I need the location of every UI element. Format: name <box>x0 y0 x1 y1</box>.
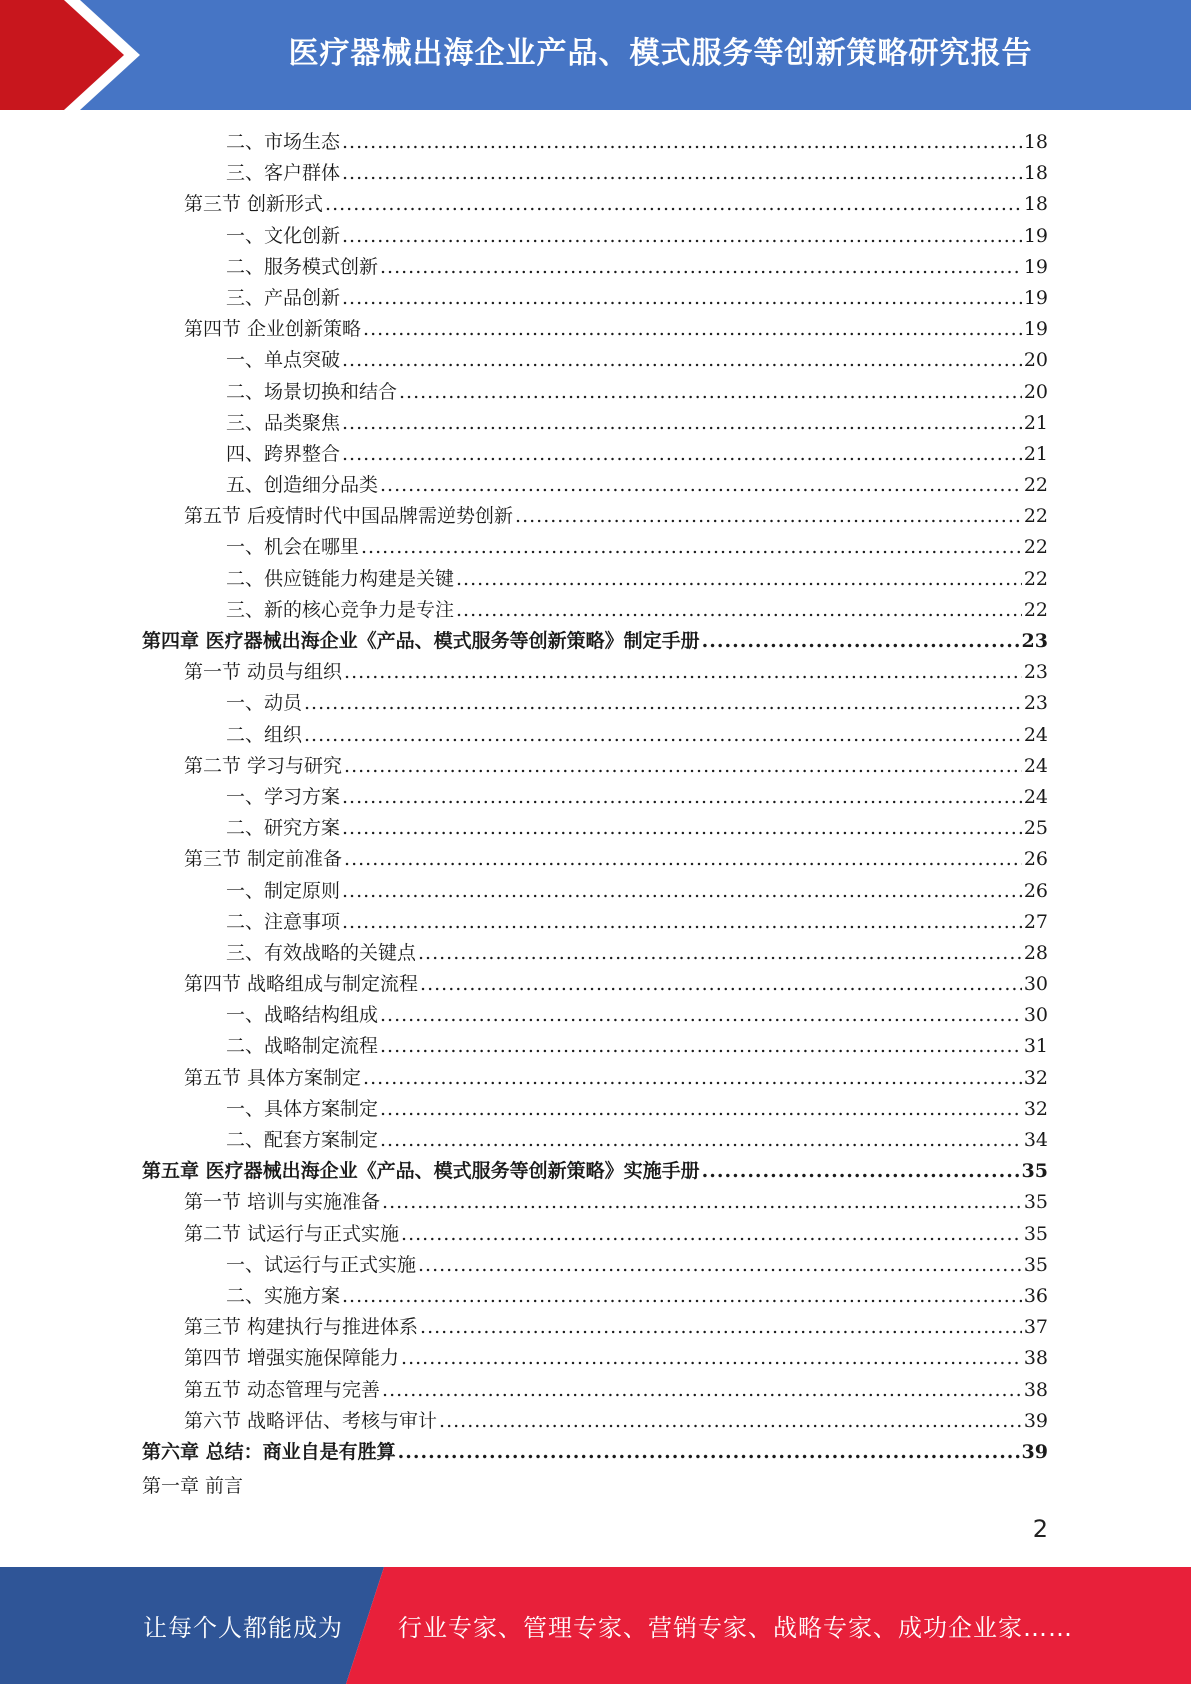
toc-entry-label: 二、组织 <box>226 723 303 746</box>
toc-entry[interactable] <box>142 1343 1048 1374</box>
toc-entry-label: 第四章 医疗器械出海企业《产品、模式服务等创新策略》制定手册 <box>142 630 700 652</box>
toc-leader-dots <box>304 720 1022 751</box>
toc-entry-page: 23 <box>1023 692 1048 715</box>
toc-leader-dots <box>304 688 1022 719</box>
toc-leader-dots <box>363 314 1022 345</box>
toc-entry-page: 22 <box>1023 567 1048 590</box>
toc-entry[interactable] <box>142 283 1048 314</box>
toc-entry[interactable] <box>142 127 1048 158</box>
toc-entry-page: 38 <box>1023 1378 1048 1401</box>
toc-entry-label: 一、单点突破 <box>226 349 341 372</box>
toc-entry-label: 二、市场生态 <box>226 131 341 153</box>
toc-entry-label: 第五节 具体方案制定 <box>184 1066 362 1089</box>
toc-entry[interactable] <box>142 969 1048 1000</box>
toc-leader-dots <box>420 1312 1022 1343</box>
toc-entry-page: 26 <box>1023 848 1048 871</box>
footer-slogan-right: 行业专家、管理专家、营销专家、战略专家、成功企业家…… <box>398 1614 1073 1642</box>
toc-entry[interactable] <box>142 720 1048 751</box>
toc-entry[interactable] <box>142 345 1048 376</box>
toc-leader-dots <box>342 1281 1022 1312</box>
toc-entry-label: 二、实施方案 <box>226 1284 341 1307</box>
toc-entry[interactable] <box>142 1156 1048 1187</box>
toc-entry[interactable] <box>142 751 1048 782</box>
toc-entry[interactable] <box>142 907 1048 938</box>
toc-entry-label: 第四节 战略组成与制定流程 <box>184 973 419 996</box>
toc-entry-label: 第三节 构建执行与推进体系 <box>184 1316 419 1339</box>
toc-leader-dots <box>342 283 1022 314</box>
toc-leader-dots <box>382 1375 1022 1406</box>
toc-entry-page: 20 <box>1023 349 1048 372</box>
toc-entry-page: 39 <box>1023 1409 1048 1432</box>
toc-entry-page: 30 <box>1023 1004 1048 1027</box>
toc-leader-dots <box>361 532 1022 563</box>
toc-entry-label: 二、研究方案 <box>226 817 341 840</box>
toc-entry[interactable] <box>142 314 1048 345</box>
toc-entry[interactable] <box>142 252 1048 283</box>
toc-entry-page: 35 <box>1023 1222 1048 1245</box>
table-of-contents <box>142 127 1048 1468</box>
toc-entry-label: 三、新的核心竞争力是专注 <box>226 598 455 621</box>
toc-leader-dots <box>398 1437 1020 1468</box>
toc-leader-dots <box>380 1031 1022 1062</box>
toc-leader-dots <box>420 969 1022 1000</box>
toc-entry[interactable] <box>142 564 1048 595</box>
toc-entry-page: 19 <box>1023 286 1048 309</box>
toc-entry[interactable] <box>142 189 1048 220</box>
toc-entry-page: 23 <box>1023 661 1048 684</box>
toc-leader-dots <box>342 876 1022 907</box>
toc-leader-dots <box>418 938 1022 969</box>
toc-entry[interactable] <box>142 439 1048 470</box>
toc-leader-dots <box>325 189 1022 220</box>
toc-entry-page: 22 <box>1023 474 1048 497</box>
toc-entry-label: 三、有效战略的关键点 <box>226 941 417 964</box>
toc-entry-label: 第一节 培训与实施准备 <box>184 1191 381 1214</box>
toc-leader-dots <box>380 470 1022 501</box>
toc-leader-dots <box>702 626 1020 657</box>
toc-entry-label: 一、机会在哪里 <box>226 536 360 559</box>
toc-leader-dots <box>401 1219 1022 1250</box>
toc-entry[interactable] <box>142 1187 1048 1218</box>
toc-entry-label: 一、具体方案制定 <box>226 1097 379 1120</box>
toc-entry-page: 39 <box>1021 1440 1048 1463</box>
toc-entry-label: 第六节 战略评估、考核与审计 <box>184 1409 438 1432</box>
toc-leader-dots <box>382 1187 1022 1218</box>
toc-entry-label: 一、试运行与正式实施 <box>226 1253 417 1276</box>
toc-entry[interactable] <box>142 626 1048 657</box>
toc-leader-dots <box>342 813 1022 844</box>
toc-entry-label: 三、品类聚焦 <box>226 411 341 434</box>
toc-entry-page: 21 <box>1023 442 1048 465</box>
toc-leader-dots <box>342 221 1022 252</box>
toc-leader-dots <box>342 345 1022 376</box>
toc-entry-label: 第二节 试运行与正式实施 <box>184 1222 400 1245</box>
toc-leader-dots <box>380 1000 1022 1031</box>
toc-entry-page: 34 <box>1023 1129 1048 1151</box>
toc-entry-label: 二、注意事项 <box>226 910 341 933</box>
toc-entry-label: 二、场景切换和结合 <box>226 380 398 403</box>
toc-entry-page: 37 <box>1023 1316 1048 1339</box>
toc-leader-dots <box>342 158 1022 189</box>
toc-entry-page: 24 <box>1023 785 1048 808</box>
toc-entry-page: 20 <box>1023 380 1048 403</box>
toc-entry[interactable] <box>142 938 1048 969</box>
toc-leader-dots <box>342 408 1022 439</box>
toc-leader-dots <box>401 1343 1022 1374</box>
toc-leader-dots <box>342 127 1022 158</box>
toc-leader-dots <box>342 907 1022 938</box>
toc-entry-page: 38 <box>1023 1347 1048 1370</box>
header-banner <box>0 0 1191 110</box>
toc-entry-label: 二、战略制定流程 <box>226 1035 379 1058</box>
toc-entry-label: 三、客户群体 <box>226 162 341 185</box>
toc-entry[interactable] <box>142 1031 1048 1062</box>
toc-entry[interactable] <box>142 1063 1048 1094</box>
toc-entry[interactable] <box>142 657 1048 688</box>
toc-entry-page: 35 <box>1021 1160 1048 1183</box>
toc-entry[interactable] <box>142 595 1048 626</box>
toc-entry-page: 35 <box>1023 1253 1048 1276</box>
toc-leader-dots <box>439 1406 1022 1437</box>
toc-entry[interactable] <box>142 532 1048 563</box>
toc-entry[interactable] <box>142 1406 1048 1437</box>
toc-entry[interactable] <box>142 1000 1048 1031</box>
toc-leader-dots <box>342 782 1022 813</box>
toc-entry[interactable] <box>142 782 1048 813</box>
toc-entry-label: 第六章 总结：商业自是有胜算 <box>142 1440 396 1463</box>
toc-entry-page: 24 <box>1023 754 1048 777</box>
toc-entry[interactable] <box>142 1437 1048 1468</box>
toc-entry-page: 25 <box>1023 817 1048 840</box>
toc-entry-page: 18 <box>1023 131 1048 153</box>
toc-entry[interactable] <box>142 1094 1048 1125</box>
toc-entry-label: 五、创造细分品类 <box>226 474 379 497</box>
toc-entry-label: 四、跨界整合 <box>226 442 341 465</box>
toc-entry-page: 22 <box>1023 598 1048 621</box>
toc-entry[interactable] <box>142 1312 1048 1343</box>
trailing-heading: 第一章 前言 <box>142 1475 244 1497</box>
toc-leader-dots <box>380 1094 1022 1125</box>
toc-entry-label: 第三节 创新形式 <box>184 193 324 216</box>
header-title: 医疗器械出海企业产品、模式服务等创新策略研究报告 <box>288 36 1033 71</box>
toc-entry-page: 18 <box>1023 162 1048 185</box>
toc-entry-page: 30 <box>1023 973 1048 996</box>
toc-entry[interactable] <box>142 1281 1048 1312</box>
toc-entry-label: 第五节 后疫情时代中国品牌需逆势创新 <box>184 505 514 528</box>
toc-entry[interactable] <box>142 1219 1048 1250</box>
toc-entry-label: 一、文化创新 <box>226 224 341 247</box>
toc-entry-label: 第四节 增强实施保障能力 <box>184 1347 400 1370</box>
toc-entry-page: 32 <box>1023 1066 1048 1089</box>
toc-leader-dots <box>380 1125 1022 1156</box>
toc-entry[interactable] <box>142 844 1048 875</box>
toc-entry-page: 22 <box>1023 536 1048 559</box>
toc-entry-label: 三、产品创新 <box>226 286 341 309</box>
toc-leader-dots <box>515 501 1022 532</box>
toc-entry-label: 一、制定原则 <box>226 879 341 902</box>
toc-leader-dots <box>344 751 1022 782</box>
toc-leader-dots <box>344 657 1022 688</box>
toc-leader-dots <box>702 1156 1020 1187</box>
toc-entry-label: 第二节 学习与研究 <box>184 754 343 777</box>
toc-entry-label: 一、动员 <box>226 692 303 715</box>
toc-entry-label: 第四节 企业创新策略 <box>184 318 362 341</box>
toc-entry-page: 36 <box>1023 1284 1048 1307</box>
toc-entry[interactable] <box>142 377 1048 408</box>
footer-banner <box>0 1567 1191 1684</box>
toc-entry[interactable] <box>142 158 1048 189</box>
toc-leader-dots <box>399 377 1022 408</box>
toc-entry-page: 32 <box>1023 1097 1048 1120</box>
toc-entry[interactable] <box>142 688 1048 719</box>
toc-entry-label: 一、学习方案 <box>226 785 341 808</box>
page-number: 2 <box>1032 1515 1048 1543</box>
toc-entry-page: 23 <box>1021 630 1048 652</box>
toc-entry-label: 第三节 制定前准备 <box>184 848 343 871</box>
toc-entry-page: 19 <box>1023 255 1048 278</box>
toc-entry[interactable] <box>142 1125 1048 1156</box>
toc-entry[interactable] <box>142 408 1048 439</box>
toc-entry-page: 31 <box>1023 1035 1048 1058</box>
toc-leader-dots <box>456 595 1022 626</box>
toc-entry-page: 35 <box>1023 1191 1048 1214</box>
toc-entry[interactable] <box>142 813 1048 844</box>
toc-entry-page: 26 <box>1023 879 1048 902</box>
toc-leader-dots <box>342 439 1022 470</box>
toc-entry[interactable] <box>142 1375 1048 1406</box>
toc-entry[interactable] <box>142 221 1048 252</box>
toc-entry-page: 21 <box>1023 411 1048 434</box>
toc-entry-page: 27 <box>1023 910 1048 933</box>
toc-entry-page: 24 <box>1023 723 1048 746</box>
toc-leader-dots <box>380 252 1022 283</box>
toc-entry[interactable] <box>142 1250 1048 1281</box>
toc-entry-page: 22 <box>1023 505 1048 528</box>
toc-entry-label: 第五章 医疗器械出海企业《产品、模式服务等创新策略》实施手册 <box>142 1160 700 1183</box>
toc-leader-dots <box>363 1063 1022 1094</box>
toc-entry[interactable] <box>142 876 1048 907</box>
toc-entry-page: 18 <box>1023 193 1048 216</box>
toc-entry-page: 19 <box>1023 224 1048 247</box>
toc-entry-label: 二、配套方案制定 <box>226 1129 379 1151</box>
toc-leader-dots <box>456 564 1022 595</box>
toc-entry-label: 第五节 动态管理与完善 <box>184 1378 381 1401</box>
toc-entry[interactable] <box>142 470 1048 501</box>
toc-entry-label: 二、供应链能力构建是关键 <box>226 567 455 590</box>
toc-entry-label: 一、战略结构组成 <box>226 1004 379 1027</box>
toc-leader-dots <box>344 844 1022 875</box>
footer-slogan-left: 让每个人都能成为 <box>143 1614 343 1642</box>
toc-leader-dots <box>418 1250 1022 1281</box>
toc-entry-label: 二、服务模式创新 <box>226 255 379 278</box>
toc-entry-page: 19 <box>1023 318 1048 341</box>
toc-entry-page: 28 <box>1023 941 1048 964</box>
header-arrow-decoration <box>0 0 170 110</box>
toc-entry-label: 第一节 动员与组织 <box>184 661 343 684</box>
toc-entry[interactable] <box>142 501 1048 532</box>
